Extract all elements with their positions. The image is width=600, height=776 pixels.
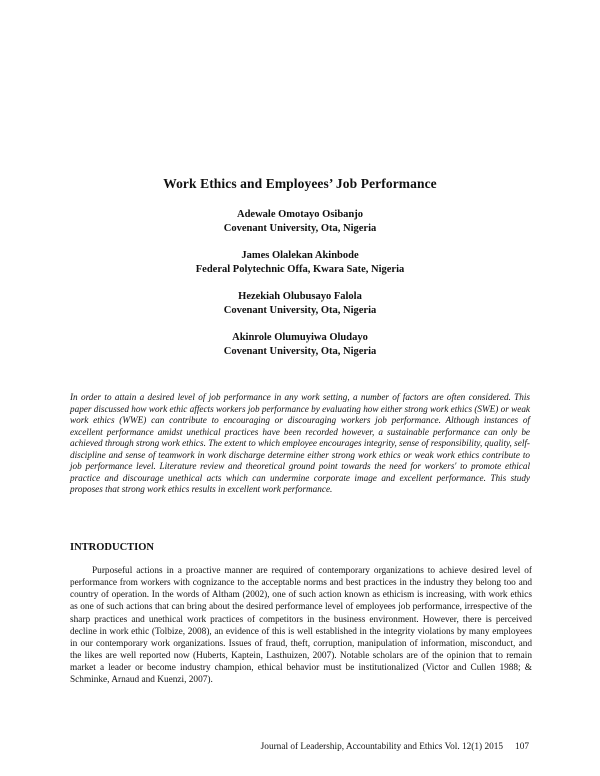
author-block-4: [0, 331, 600, 359]
author-name: Adewale Omotayo Osibanjo: [237, 209, 363, 220]
page-footer: [261, 742, 529, 752]
author-affiliation: Covenant University, Ota, Nigeria: [223, 223, 377, 234]
author-affiliation: Covenant University, Ota, Nigeria: [223, 346, 377, 357]
author-name: Akinrole Olumuyiwa Oludayo: [232, 332, 368, 343]
intro-paragraph: Purposeful actions in a proactive manner are required of contemporary organizations to achieve desired level of performance from workers with cognizance to the acceptable norms and best practices in the industry they belong too and country of operation. In the words of Altham (2002), one of such action known as ethicism is increasing, with work ethics as one of such actions that can bring about the desired performance level of employees job performance, irrespective of the sharp practices and unethical work practices of competitors in the business environment. However, there is perceived decline in work ethic (Tolbize, 2008), an evidence of this is well established in the integrity violations by many employees in our contemporary work organizations. Issues of fraud, theft, corruption, manipulation of information, misconduct, and the likes are well reported now (Huberts, Kaptein, Lasthuizen, 2007). Notable scholars are of the opinion that to remain market a leader or become industry champion, ethical behavior must be institutionalized (Victor and Cullen 1988; & Schminke, Arnaud and Kuenzi, 2007).: [70, 566, 532, 686]
paper-title: Work Ethics and Employees’ Job Performance: [163, 176, 437, 191]
page-number: 107: [515, 742, 529, 752]
author-block-1: [0, 208, 600, 236]
section-heading: INTRODUCTION: [70, 542, 155, 553]
author-affiliation: Federal Polytechnic Offa, Kwara Sate, Nigeria: [195, 264, 405, 275]
author-affiliation: Covenant University, Ota, Nigeria: [223, 305, 377, 316]
abstract: In order to attain a desired level of job performance in any work setting, a number of factors are often considered. This paper discussed how work ethic affects workers job performance by evaluating how either strong work ethics (SWE) or weak work ethics (WWE) can contribute to encouraging or discouraging workers job performance. Although instances of excellent performance amidst unethical practices have been recorded however, a sustainable performance can only be achieved through strong work ethics. The extent to which employee encourages integrity, sense of responsibility, quality, self-discipline and sense of teamwork in work discharge determine either strong work ethics or weak work ethics contribute to job performance level. Literature review and theoretical ground point towards the need for workers' to promote ethical practice and discourage unethical acts which can undermine corporate image and excellent performance. This study proposes that strong work ethics results in excellent work performance.: [70, 392, 530, 495]
author-block-2: [0, 249, 600, 277]
journal-citation: Journal of Leadership, Accountability and Ethics Vol. 12(1) 2015: [260, 742, 504, 752]
author-name: Hezekiah Olubusayo Falola: [238, 291, 362, 302]
author-name: James Olalekan Akinbode: [241, 250, 359, 261]
author-block-3: [0, 290, 600, 318]
